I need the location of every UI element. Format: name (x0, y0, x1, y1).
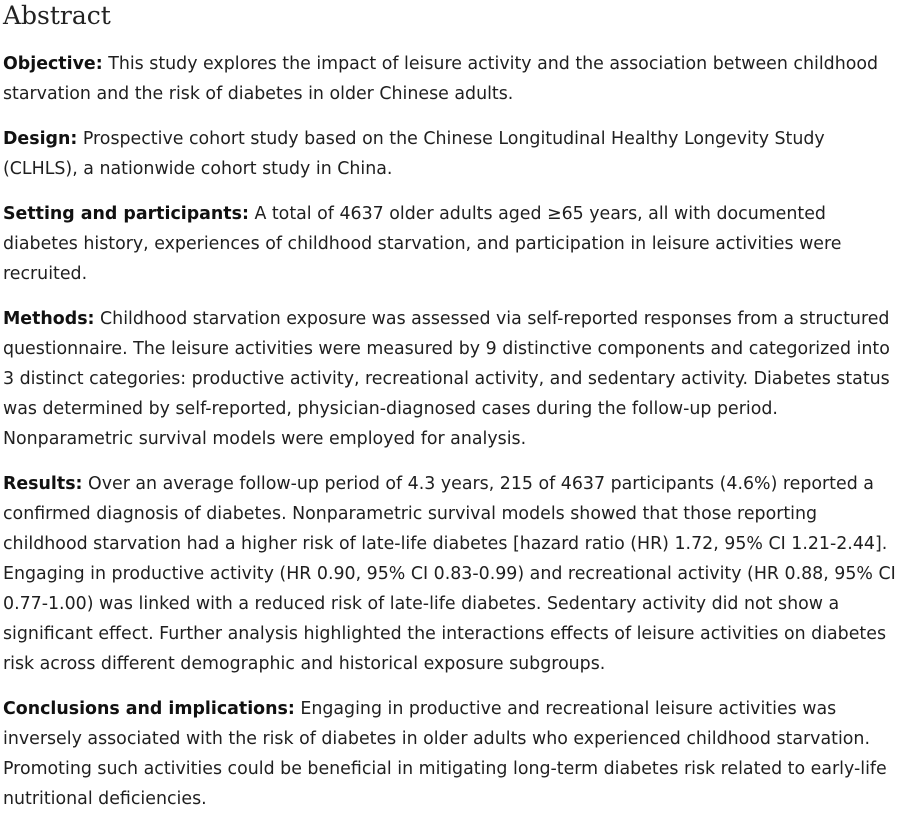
abstract-heading: Abstract (3, 1, 111, 30)
abstract-section-design (3, 124, 899, 184)
section-text: A total of 4637 older adults aged ≥65 years, all with documented diabetes history, experiences of childhood starvation, and participation in leisure activities were recruited. (3, 204, 842, 284)
section-label: Design: (3, 129, 78, 149)
section-text: Engaging in productive and recreational leisure activities was inversely associated with the risk of diabetes in older adults who experienced childhood starvation. Promoting such activities could be beneficial in mitigating long-term diabetes risk related to early-life nutritional deficiencies. (3, 699, 887, 809)
section-text: This study explores the impact of leisure activity and the association between childhood starvation and the risk of diabetes in older Chinese adults. (3, 54, 879, 104)
abstract-section-results (3, 469, 899, 679)
section-text: Childhood starvation exposure was assessed via self-reported responses from a structured questionnaire. The leisure activities were measured by 9 distinctive components and categorized into 3 distinct categories: productive activity, recreational activity, and sedentary activity. Diabetes status was determined by self-reported, physician-diagnosed cases during the follow-up period. Nonparametric survival models were employed for analysis. (3, 309, 890, 449)
abstract-container (0, 1, 899, 814)
section-label: Setting and participants: (3, 204, 249, 224)
section-text: Over an average follow-up period of 4.3 years, 215 of 4637 participants (4.6%) reported a confirmed diagnosis of diabetes. Nonparametric survival models showed that those reporting childhood starvation had a higher risk of late-life diabetes [hazard ratio (HR) 1.72, 95% CI 1.21-2.44]. Engaging in productive activity (HR 0.90, 95% CI 0.83-0.99) and recreational activity (HR 0.88, 95% CI 0.77-1.00) was linked with a reduced risk of late-life diabetes. Sedentary activity did not show a significant effect. Further analysis highlighted the interactions effects of leisure activities on diabetes risk across different demographic and historical exposure subgroups. (3, 474, 896, 674)
section-label: Conclusions and implications: (3, 699, 295, 719)
abstract-section-setting-participants (3, 199, 899, 289)
section-label: Objective: (3, 54, 103, 74)
abstract-section-objective (3, 49, 899, 109)
abstract-section-methods (3, 304, 899, 454)
section-text: Prospective cohort study based on the Chinese Longitudinal Healthy Longevity Study (CLHLS), a nationwide cohort study in China. (3, 129, 825, 179)
section-label: Results: (3, 474, 83, 494)
section-label: Methods: (3, 309, 95, 329)
abstract-section-conclusions (3, 694, 899, 814)
